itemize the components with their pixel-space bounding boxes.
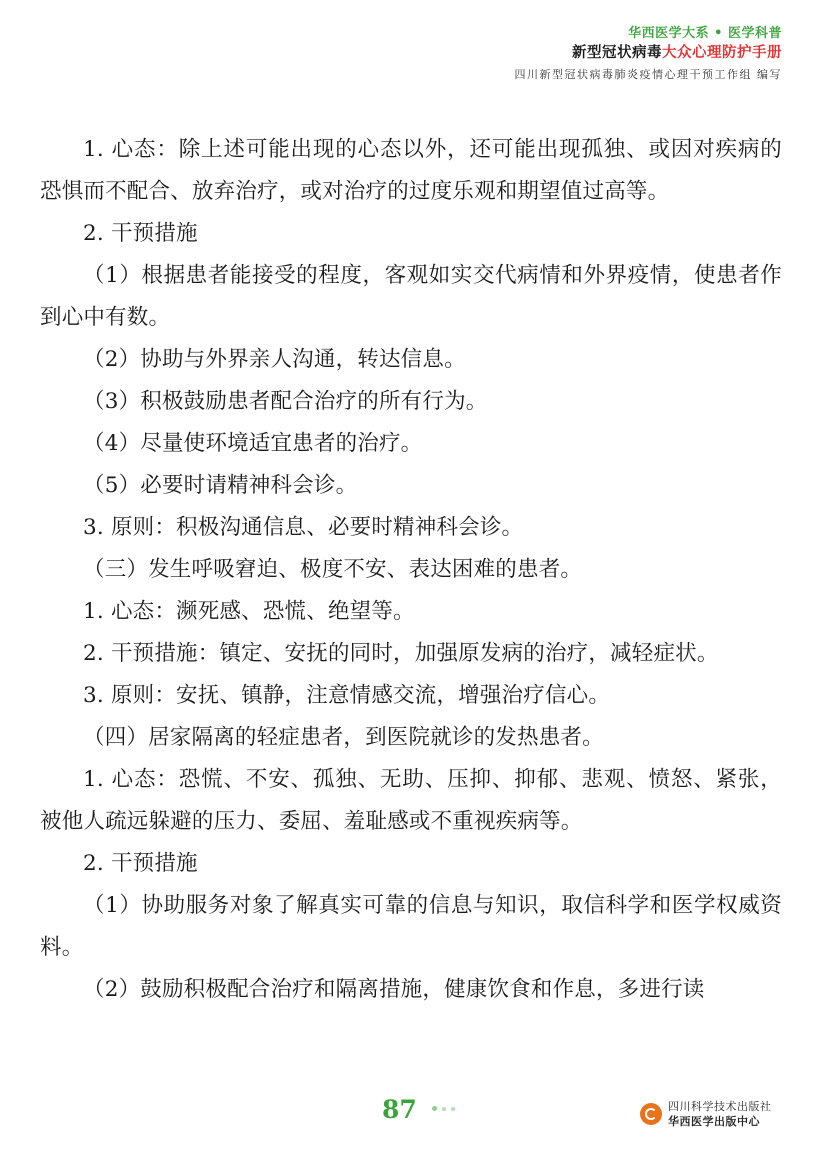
authors-line: 四川新型冠状病毒肺炎疫情心理干预工作组 编写: [514, 68, 782, 81]
dot-ornament: [432, 1106, 437, 1111]
series-title: 华西医学大系 • 医学科普: [628, 26, 782, 41]
publisher-line1: 四川科学技术出版社: [668, 1100, 772, 1113]
paragraph: （4）尽量使环境适宜患者的治疗。: [83, 431, 423, 456]
paragraph: （1）根据患者能接受的程度，客观如实交代病情和外界疫情，使患者作到心中有数。: [40, 263, 782, 330]
paragraph: 2. 干预措施: [83, 851, 198, 876]
publisher-name: [668, 1099, 772, 1129]
paragraph: （2）鼓励积极配合治疗和隔离措施，健康饮食和作息，多进行读: [83, 977, 705, 1002]
paragraph: （5）必要时请精神科会诊。: [83, 473, 358, 498]
page-number: 87: [382, 1095, 417, 1124]
paragraph: 3. 原则：积极沟通信息、必要时精神科会诊。: [83, 515, 524, 540]
paragraph: 1. 心态：濒死感、恐慌、绝望等。: [83, 599, 415, 624]
publisher-mark: [640, 1099, 772, 1129]
paragraph: 1. 心态：恐慌、不安、孤独、无助、压抑、抑郁、悲观、愤怒、紧张，被他人疏远躲避的压力、委屈、羞耻感或不重视疾病等。: [40, 767, 782, 834]
paragraph: 3. 原则：安抚、镇静，注意情感交流，增强治疗信心。: [83, 683, 611, 708]
paragraph: （三）发生呼吸窘迫、极度不安、表达困难的患者。: [83, 557, 583, 582]
book-title-part2: 大众心理防护手册: [662, 45, 782, 61]
dot-ornament: [451, 1107, 455, 1111]
paragraph: 2. 干预措施：镇定、安抚的同时，加强原发病的治疗，减轻症状。: [83, 641, 719, 666]
page-dots-ornament: [432, 1106, 455, 1111]
dot-ornament: [442, 1107, 446, 1111]
book-title: [515, 43, 783, 64]
page-header: [515, 24, 783, 83]
paragraph: 1. 心态：除上述可能出现的心态以外，还可能出现孤独、或因对疾病的恐惧而不配合、放弃治疗，或对治疗的过度乐观和期望值过高等。: [40, 137, 782, 204]
paragraph: （2）协助与外界亲人沟通，转达信息。: [83, 347, 466, 372]
book-title-part1: 新型冠状病毒: [572, 45, 662, 61]
body-text: [40, 129, 782, 1011]
paragraph: 2. 干预措施: [83, 221, 198, 246]
paragraph: （四）居家隔离的轻症患者，到医院就诊的发热患者。: [83, 725, 604, 750]
paragraph: （3）积极鼓励患者配合治疗的所有行为。: [83, 389, 488, 414]
paragraph: （1）协助服务对象了解真实可靠的信息与知识，取信科学和医学权威资料。: [40, 893, 782, 960]
publisher-line2: 华西医学出版中心: [668, 1115, 760, 1128]
publisher-logo-icon: [640, 1103, 662, 1125]
